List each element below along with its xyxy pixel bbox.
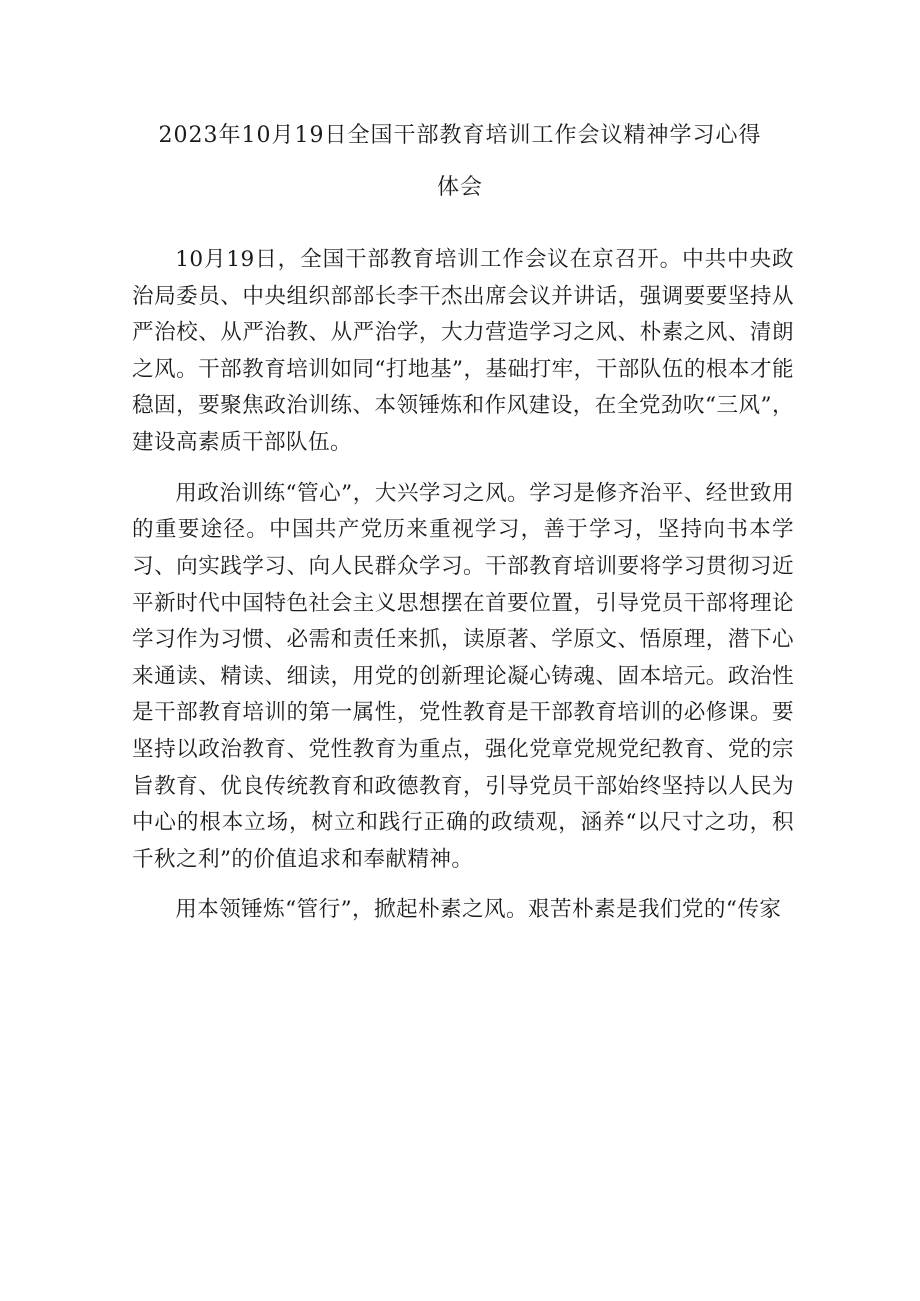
document-title-continuation: 体会	[436, 175, 483, 200]
paragraph-simple-style: 用本领锤炼“管行”，掀起朴素之风。艰苦朴素是我们党的“传家	[175, 897, 782, 923]
paragraph-intro: 10月19日，全国干部教育培训工作会议在京召开。中共中央政治局委员、中央组织部部长李干杰出席会议并讲话，强调要要坚持从严治校、从严治教、从严治学，大力营造学习之风、朴素之风、清朗之风。干部教育培训如同“打地基”，基础打牢，干部队伍的根本才能稳固，要聚焦政治训练、本领锤炼和作风建设，在全党劲吹“三风”，建设高素质干部队伍。	[132, 247, 794, 455]
paragraph-study-style: 用政治训练“管心”，大兴学习之风。学习是修齐治平、经世致用的重要途径。中国共产党历来重视学习，善于学习，坚持向书本学习、向实践学习、向人民群众学习。干部教育培训要将学习贯彻习近平新时代中国特色社会主义思想摆在首要位置，引导党员干部将理论学习作为习惯、必需和责任来抓，读原著、学原文、悟原理，潜下心来通读、精读、细读，用党的创新理论凝心铸魂、固本培元。政治性是干部教育培训的第一属性，党性教育是干部教育培训的必修课。要坚持以政治教育、党性教育为重点，强化党章党规党纪教育、党的宗旨教育、优良传统教育和政德教育，引导党员干部始终坚持以人民为中心的根本立场，树立和践行正确的政绩观，涵养“以尺寸之功，积千秋之利”的价值追求和奉献精神。	[132, 480, 794, 872]
document-title: 2023年10月19日全国干部教育培训工作会议精神学习心得	[158, 123, 762, 148]
document-body	[132, 242, 794, 943]
